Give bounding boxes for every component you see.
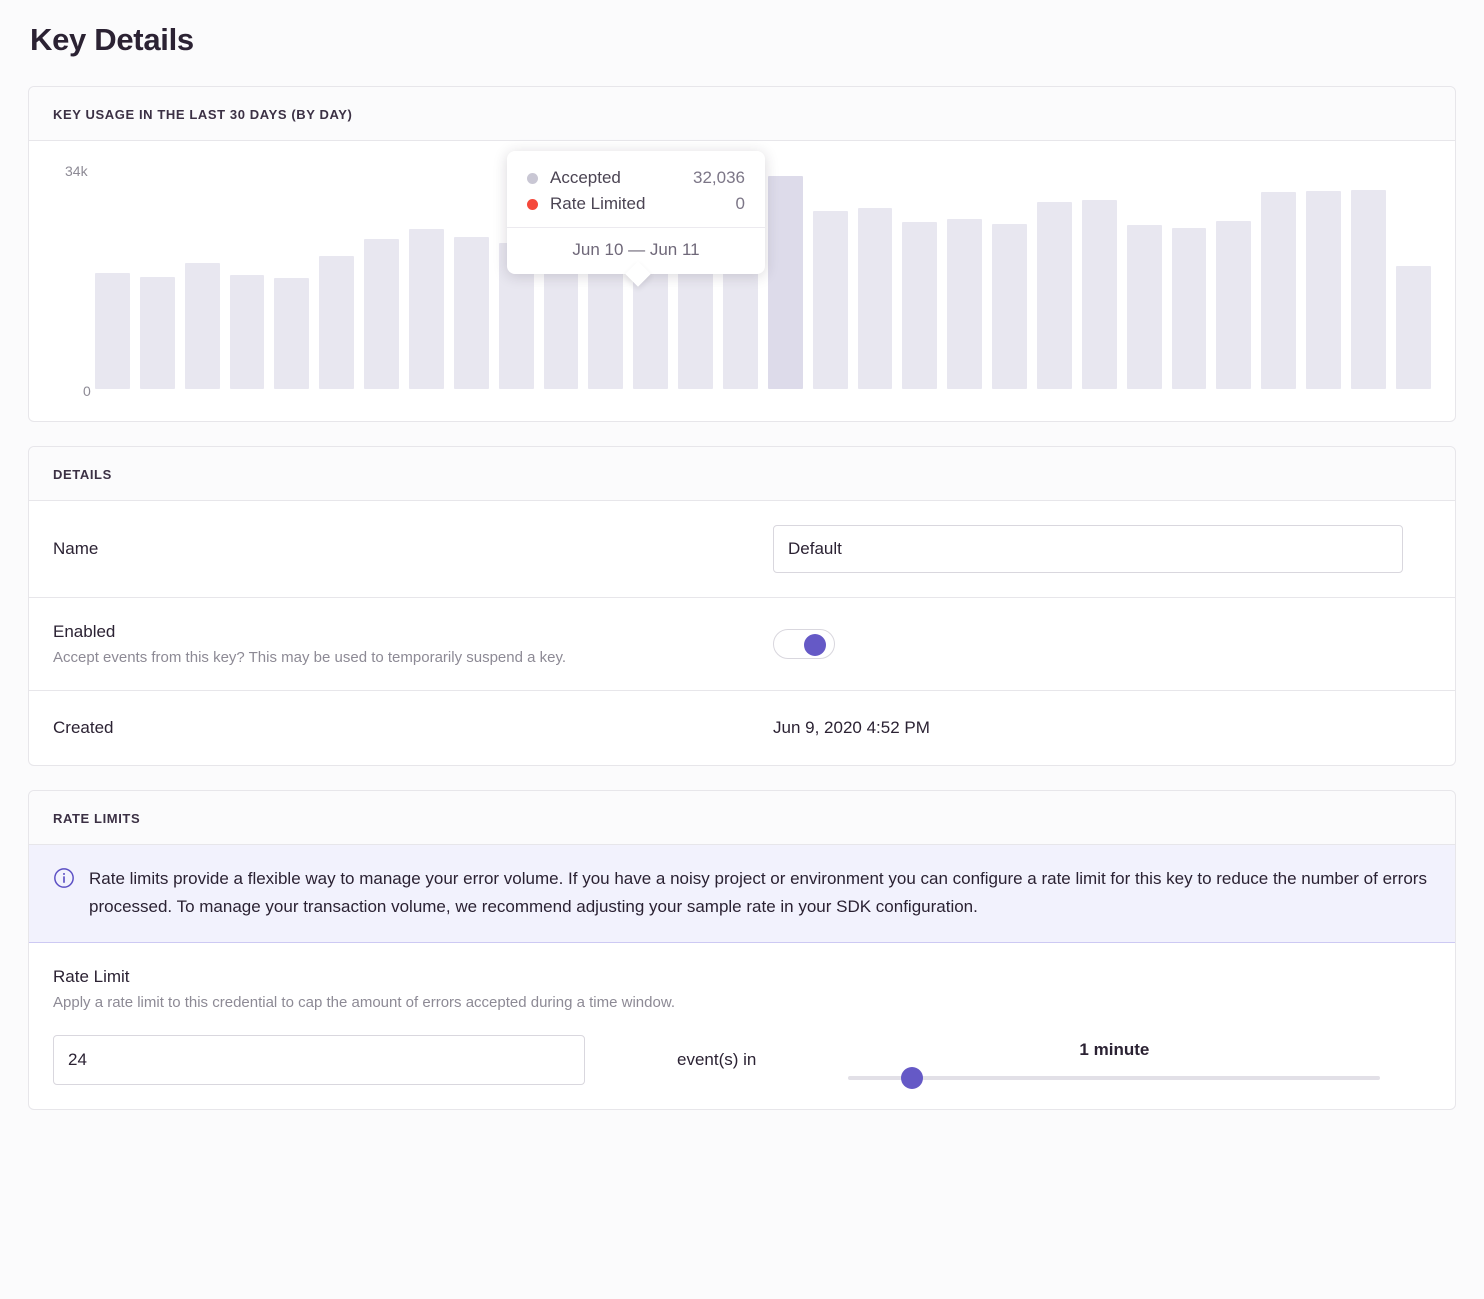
rate-limits-header: RATE LIMITS <box>29 791 1455 845</box>
rate-limited-legend-dot-icon <box>527 199 538 210</box>
bar-column[interactable] <box>992 163 1027 389</box>
details-header: DETAILS <box>29 447 1455 501</box>
bar-column[interactable] <box>1396 163 1431 389</box>
key-usage-panel <box>28 86 1456 422</box>
bar-column[interactable] <box>1306 163 1341 389</box>
name-label: Name <box>53 539 99 558</box>
bar <box>947 219 982 389</box>
rate-limit-label: Rate Limit <box>53 967 130 987</box>
rate-limits-info-text: Rate limits provide a flexible way to manage your error volume. If you have a noisy project or environment you can configure a rate limit for this key to reduce the number of errors processed. To manage your transaction volume, we recommend adjusting your sample rate in your SDK configuration. <box>89 869 1427 916</box>
rate-limits-panel <box>28 790 1456 1110</box>
enabled-label-wrap <box>53 622 773 666</box>
bar-column[interactable] <box>364 163 399 389</box>
bar <box>1396 266 1431 389</box>
bar <box>1351 190 1386 389</box>
bar-column[interactable] <box>185 163 220 389</box>
accepted-legend-dot-icon <box>527 173 538 184</box>
created-value: Jun 9, 2020 4:52 PM <box>773 718 930 737</box>
bar <box>1261 192 1296 389</box>
bar-column[interactable] <box>1082 163 1117 389</box>
bar <box>274 278 309 389</box>
bar <box>813 211 848 389</box>
rate-limits-info-alert <box>29 845 1455 943</box>
tooltip-accepted-value: 32,036 <box>693 168 745 187</box>
bar <box>230 275 265 389</box>
bar-column[interactable] <box>454 163 489 389</box>
bar-column[interactable] <box>140 163 175 389</box>
enabled-toggle-knob <box>804 634 826 656</box>
rate-limit-window-value: 1 minute <box>1079 1040 1150 1060</box>
bar-column[interactable] <box>902 163 937 389</box>
rate-limit-help-text: Apply a rate limit to this credential to cap the amount of errors accepted during a time window. <box>53 994 675 1012</box>
bar <box>858 208 893 389</box>
details-row-enabled <box>29 598 1455 691</box>
details-panel <box>28 446 1456 766</box>
bar <box>1172 228 1207 389</box>
bar-column[interactable] <box>1127 163 1162 389</box>
bar <box>902 222 937 390</box>
y-axis-max-label: 34k <box>65 163 88 179</box>
tooltip-date-range: Jun 10 — Jun 11 <box>507 227 765 274</box>
details-row-created <box>29 691 1455 765</box>
name-label-wrap <box>53 539 773 559</box>
tooltip-row-accepted <box>527 165 745 191</box>
bar-column[interactable] <box>1037 163 1072 389</box>
bar-column[interactable] <box>1172 163 1207 389</box>
bar <box>992 224 1027 390</box>
bar-column[interactable] <box>947 163 982 389</box>
bar <box>319 256 354 389</box>
enabled-help-text: Accept events from this key? This may be used to temporarily suspend a key. <box>53 649 567 666</box>
tooltip-accepted-label: Accepted <box>550 168 621 187</box>
bar-column[interactable] <box>858 163 893 389</box>
rate-limit-controls <box>53 1035 1431 1085</box>
bar <box>140 277 175 389</box>
bar-column[interactable] <box>95 163 130 389</box>
created-label-wrap <box>53 718 773 738</box>
enabled-toggle[interactable] <box>773 629 835 659</box>
bar <box>95 273 130 389</box>
bar-column[interactable] <box>1216 163 1251 389</box>
created-label: Created <box>53 718 114 737</box>
bar <box>1216 221 1251 389</box>
rate-limit-field-group <box>29 943 1455 1109</box>
bar-column[interactable] <box>409 163 444 389</box>
rate-limit-in-label: event(s) in <box>677 1050 757 1070</box>
bar-column[interactable] <box>274 163 309 389</box>
bar <box>768 176 803 389</box>
rate-limit-window-slider-thumb[interactable] <box>901 1067 923 1089</box>
bar <box>1037 202 1072 389</box>
y-axis-min-label: 0 <box>83 383 91 399</box>
bar-column[interactable] <box>319 163 354 389</box>
enabled-label: Enabled <box>53 622 116 641</box>
bar-column[interactable] <box>1351 163 1386 389</box>
tooltip-rate-limited-value: 0 <box>735 194 745 213</box>
info-icon <box>53 867 75 889</box>
bar <box>364 239 399 389</box>
name-input[interactable] <box>773 525 1403 573</box>
tooltip-rows <box>507 151 765 227</box>
bar <box>185 263 220 389</box>
rate-limit-window-slider[interactable] <box>848 1076 1380 1080</box>
tooltip-row-rate-limited <box>527 191 745 217</box>
bar <box>1127 225 1162 389</box>
rate-limit-window-slider-wrap <box>848 1040 1380 1080</box>
page-title: Key Details <box>30 22 194 57</box>
bar <box>1082 200 1117 389</box>
chart-tooltip <box>507 151 765 274</box>
bar-column[interactable] <box>230 163 265 389</box>
bar-column[interactable] <box>813 163 848 389</box>
key-usage-header: KEY USAGE IN THE LAST 30 DAYS (BY DAY) <box>29 87 1455 141</box>
bar-column[interactable] <box>1261 163 1296 389</box>
details-row-name <box>29 501 1455 598</box>
bar-column[interactable] <box>768 163 803 389</box>
tooltip-rate-limited-label: Rate Limited <box>550 194 646 213</box>
rate-limit-count-input[interactable] <box>53 1035 585 1085</box>
usage-chart <box>29 141 1455 421</box>
bar <box>1306 191 1341 389</box>
bar <box>454 237 489 389</box>
bar <box>409 229 444 389</box>
